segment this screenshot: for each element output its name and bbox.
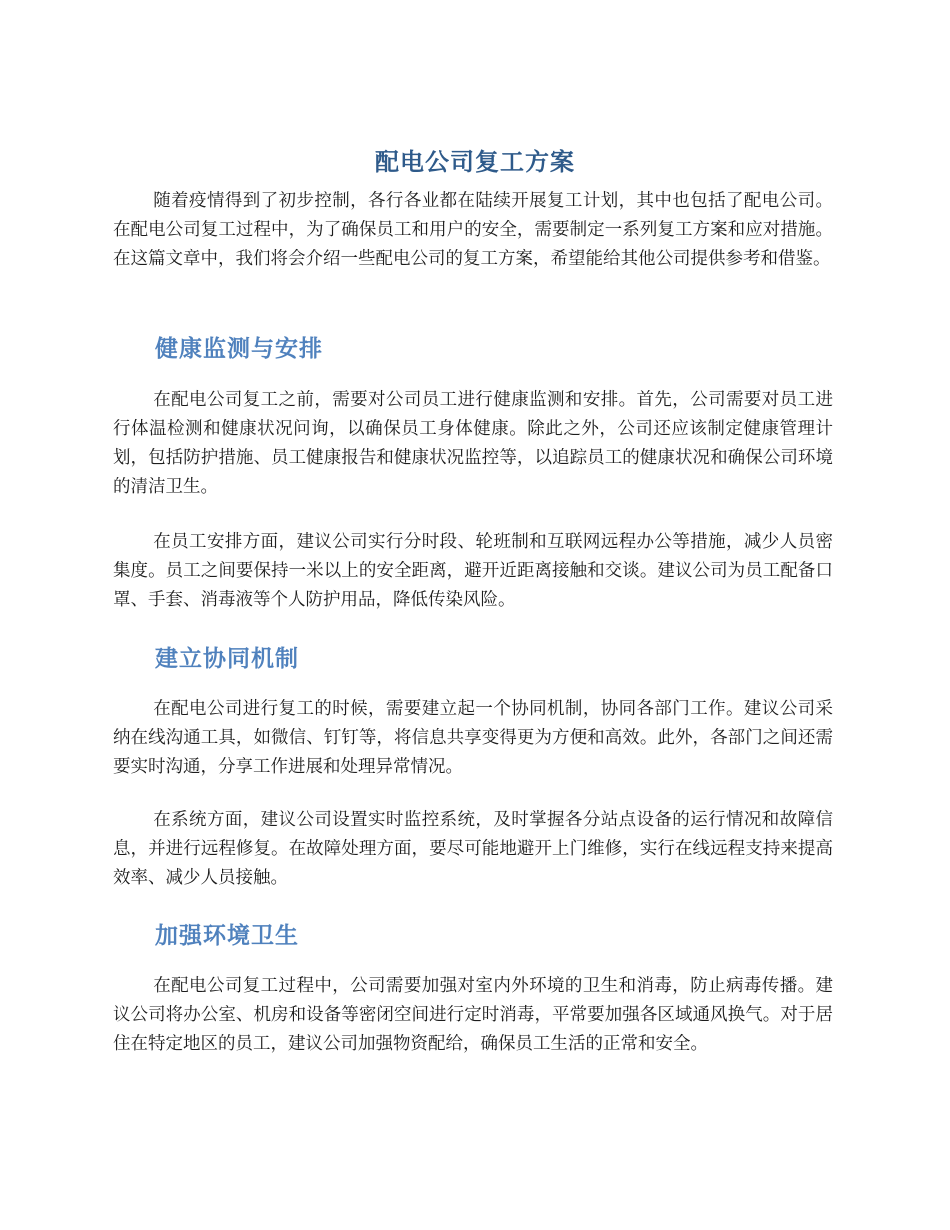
section-health-paragraph-2: 在员工安排方面，建议公司实行分时段、轮班制和互联网远程办公等措施，减少人员密集度。员工之间要保持一米以上的安全距离，避开近距离接触和交谈。建议公司为员工配备口罩、手套、消毒液等个人防护用品，降低传染风险。 [113, 532, 833, 610]
section-health-paragraph-1: 在配电公司复工之前，需要对公司员工进行健康监测和安排。首先，公司需要对员工进行体温检测和健康状况问询，以确保员工身体健康。除此之外，公司还应该制定健康管理计划，包括防护措施、员工健康报告和健康状况监控等，以追踪员工的健康状况和确保公司环境的清洁卫生。 [113, 390, 833, 497]
section-coordination-paragraph-1: 在配电公司进行复工的时候，需要建立起一个协同机制，协同各部门工作。建议公司采纳在线沟通工具，如微信、钉钉等，将信息共享变得更为方便和高效。此外，各部门之间还需要实时沟通，分享工作进展和处理异常情况。 [113, 699, 833, 777]
intro-paragraph: 随着疫情得到了初步控制，各行各业都在陆续开展复工计划，其中也包括了配电公司。在配电公司复工过程中，为了确保员工和用户的安全，需要制定一系列复工方案和应对措施。在这篇文章中，我们将会介绍一些配电公司的复工方案，希望能给其他公司提供参考和借鉴。 [113, 191, 833, 269]
section-heading-health: 健康监测与安排 [155, 336, 323, 362]
section-heading-coordination: 建立协同机制 [155, 646, 299, 672]
section-heading-environment: 加强环境卫生 [155, 923, 299, 949]
document-title: 配电公司复工方案 [375, 148, 575, 176]
section-environment-paragraph-1: 在配电公司复工过程中，公司需要加强对室内外环境的卫生和消毒，防止病毒传播。建议公司将办公室、机房和设备等密闭空间进行定时消毒，平常要加强各区域通风换气。对于居住在特定地区的员工，建议公司加强物资配给，确保员工生活的正常和安全。 [113, 976, 833, 1054]
section-coordination-paragraph-2: 在系统方面，建议公司设置实时监控系统，及时掌握各分站点设备的运行情况和故障信息，并进行远程修复。在故障处理方面，要尽可能地避开上门维修，实行在线远程支持来提高效率、减少人员接触。 [113, 810, 833, 888]
